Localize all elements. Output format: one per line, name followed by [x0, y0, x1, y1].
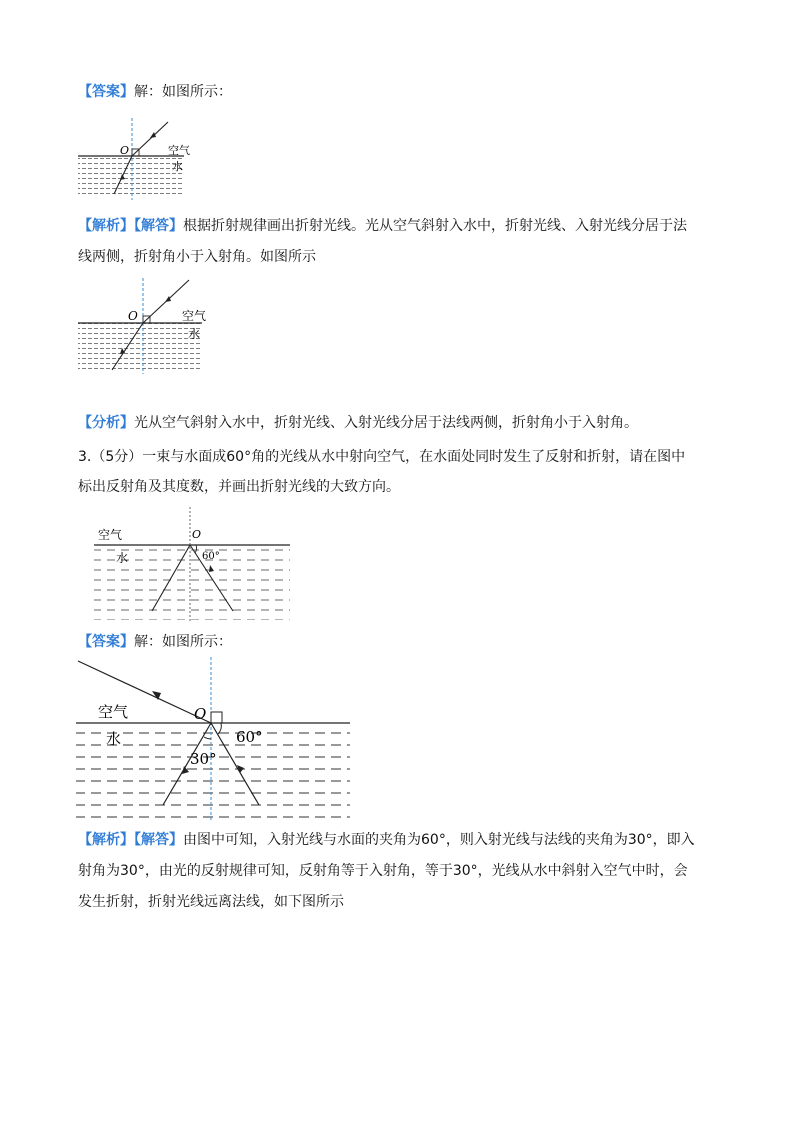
water-label: 水: [106, 730, 122, 748]
angle-label: 60°: [202, 551, 220, 562]
answer-1: [78, 82, 232, 102]
point-o-label: O: [128, 309, 138, 323]
analysis-3-line1: [78, 830, 695, 850]
analysis-1-line2: [78, 247, 316, 267]
angle-30-label: 30°: [190, 750, 217, 768]
point-o-label: O: [194, 705, 207, 723]
analysis-tag: 【解析】: [78, 218, 134, 234]
angle-60-label: 60°: [236, 728, 263, 746]
analysis-text: 发生折射，折射光线远离法线，如下图所示: [78, 894, 344, 910]
analysis-1-line1: [78, 216, 687, 236]
figure-1-refraction: [76, 116, 216, 202]
answer-tag: 【答案】: [78, 84, 134, 100]
answer-tag: 【答案】: [78, 634, 134, 650]
analysis-3-line2: [78, 861, 688, 881]
air-label: 空气: [98, 703, 129, 721]
figure-3-question: [92, 505, 296, 623]
air-label: 空气: [98, 528, 123, 542]
analysis-text: 根据折射规律画出折射光线。光从空气斜射入水中，折射光线、入射光线分居于法: [183, 218, 687, 234]
analysis-text: 由图中可知，入射光线与水面的夹角为60°，则入射光线与法线的夹角为30°，即入: [183, 832, 695, 848]
fenxi-text: 光从空气斜射入水中，折射光线、入射光线分居于法线两侧，折射角小于入射角。: [134, 415, 638, 431]
question-3-line2: [78, 477, 400, 497]
solution-tag: 【解答】: [134, 218, 183, 234]
analysis-3-line3: [78, 892, 344, 912]
water-region: [78, 156, 184, 198]
air-label: 空气: [182, 309, 207, 323]
fenxi-tag: 【分析】: [78, 415, 134, 431]
solution-tag: 【解答】: [134, 832, 183, 848]
point-o-label: O: [120, 144, 130, 157]
figure-4-answer: [74, 655, 354, 823]
point-o-label: O: [192, 528, 202, 541]
answer-text: 解：如图所示：: [134, 84, 232, 100]
figure-2-refraction: [76, 276, 216, 376]
analysis-tag: 【解析】: [78, 832, 134, 848]
air-label: 空气: [168, 144, 190, 157]
analysis-text: 线两侧，折射角小于入射角。如图所示: [78, 249, 316, 265]
water-label: 水: [172, 160, 183, 173]
fenxi-line: [78, 413, 638, 433]
answer-3: [78, 632, 232, 652]
answer-text: 解：如图所示：: [134, 634, 232, 650]
question-3-line1: [78, 447, 685, 467]
analysis-text: 射角为30°，由光的反射规律可知，反射角等于入射角，等于30°，光线从水中斜射入空气中时，会: [78, 863, 688, 879]
water-region: [78, 323, 202, 373]
water-label: 水: [188, 327, 201, 341]
question-text: 3.（5分）一束与水面成60°角的光线从水中射向空气，在水面处同时发生了反射和折射，请在图中: [78, 449, 686, 465]
water-label: 水: [116, 551, 129, 565]
question-text: 标出反射角及其度数，并画出折射光线的大致方向。: [78, 479, 400, 495]
incident-ray: [132, 122, 168, 156]
